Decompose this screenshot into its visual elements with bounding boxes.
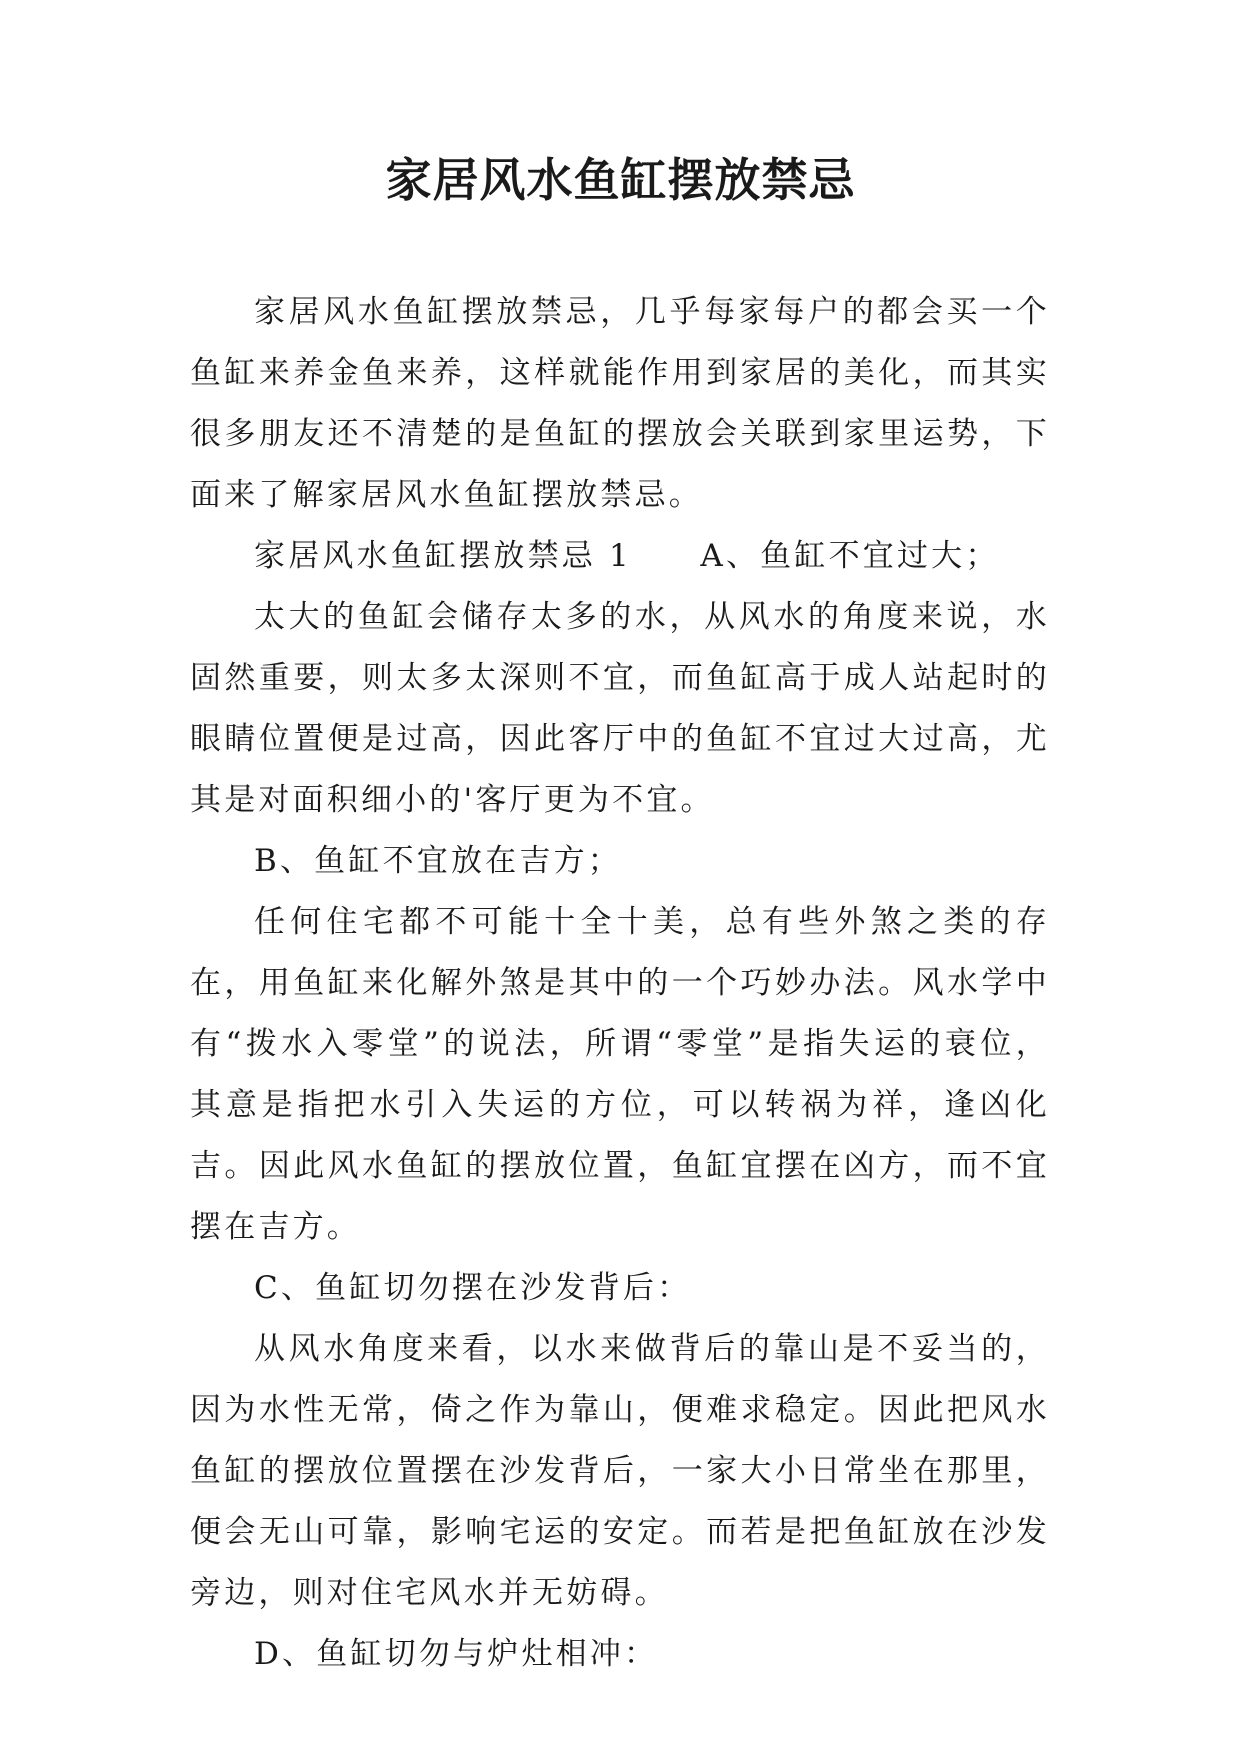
- section-d-heading: D、鱼缸切勿与炉灶相冲：: [254, 1636, 659, 1672]
- section-a-heading: 家居风水鱼缸摆放禁忌 1 A、鱼缸不宜过大；: [254, 538, 1000, 574]
- section-b-paragraph: 任何住宅都不可能十全十美，总有些外煞之类的存在，用鱼缸来化解外煞是其中的一个巧妙办法。风水学中有“拨水入零堂”的说法，所谓“零堂”是指失运的衰位，其意是指把水引入失运的方位，可以转祸为祥，逢凶化吉。因此风水鱼缸的摆放位置，鱼缸宜摆在凶方，而不宜摆在吉方。: [190, 904, 1050, 1245]
- document-body: [190, 282, 1050, 1685]
- intro-paragraph: 家居风水鱼缸摆放禁忌，几乎每家每户的都会买一个鱼缸来养金鱼来养，这样就能作用到家居的美化，而其实很多朋友还不清楚的是鱼缸的摆放会关联到家里运势，下面来了解家居风水鱼缸摆放禁忌。: [190, 294, 1050, 513]
- section-c-paragraph: 从风水角度来看，以水来做背后的靠山是不妥当的，因为水性无常，倚之作为靠山，便难求稳定。因此把风水鱼缸的摆放位置摆在沙发背后，一家大小日常坐在那里，便会无山可靠，影响宅运的安定。而若是把鱼缸放在沙发旁边，则对住宅风水并无妨碍。: [190, 1331, 1050, 1611]
- section-c-heading: C、鱼缸切勿摆在沙发背后：: [254, 1270, 692, 1306]
- document-title: 家居风水鱼缸摆放禁忌: [385, 153, 856, 207]
- section-b-heading: B、鱼缸不宜放在吉方；: [254, 843, 622, 879]
- section-a-paragraph: 太大的鱼缸会储存太多的水，从风水的角度来说，水固然重要，则太多太深则不宜，而鱼缸高于成人站起时的眼睛位置便是过高，因此客厅中的鱼缸不宜过大过高，尤其是对面积细小的'客厅更为不宜。: [190, 599, 1050, 818]
